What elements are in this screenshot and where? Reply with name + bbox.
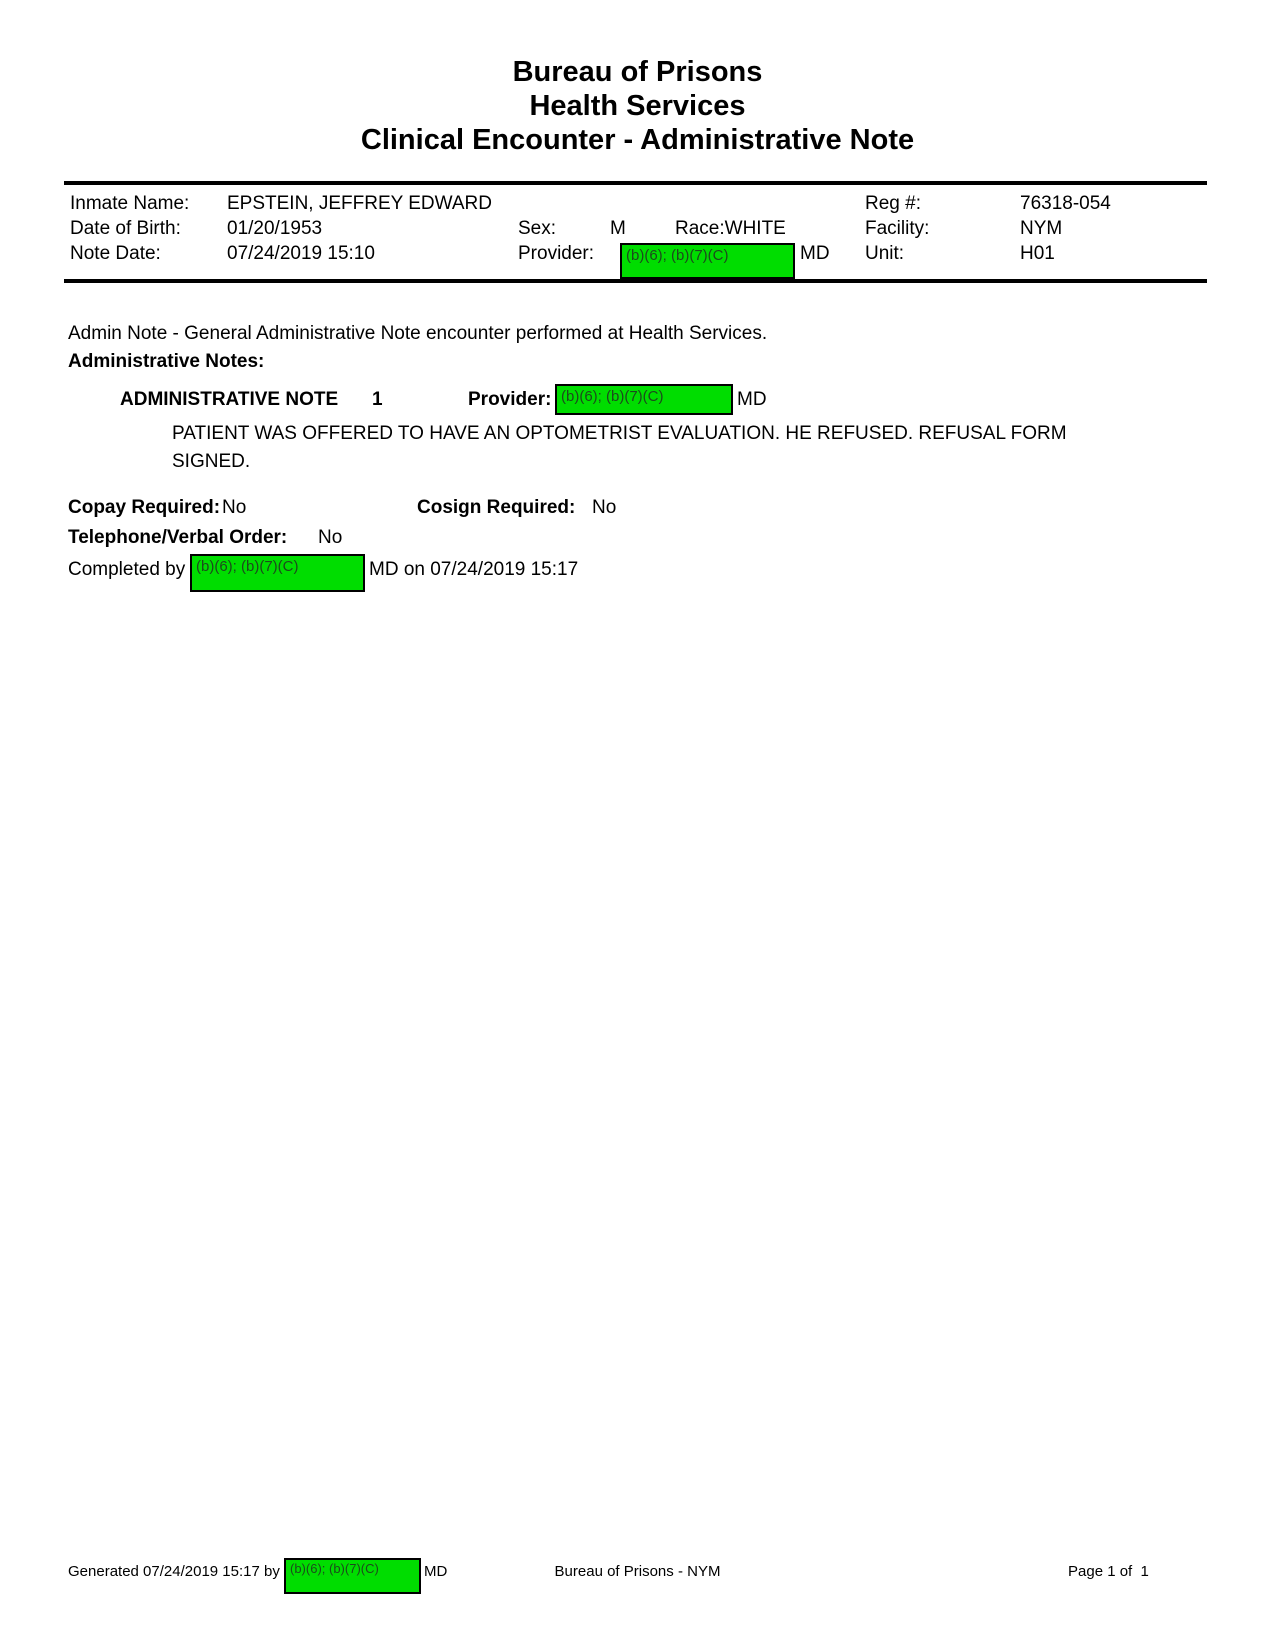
provider-suffix: MD (800, 243, 830, 264)
race-value: WHITE (724, 218, 786, 239)
copay-value: No (222, 497, 247, 518)
note-date-label: Note Date: (70, 243, 161, 264)
sex-label: Sex: (518, 218, 557, 239)
document-title (0, 55, 1275, 157)
title-line-department: Health Services (529, 90, 746, 122)
copay-label: Copay Required: (68, 497, 221, 518)
title-line-agency: Bureau of Prisons (512, 56, 763, 88)
reg-label: Reg #: (865, 193, 921, 214)
telephone-order-value: No (318, 527, 343, 548)
redaction-code-text: (b)(6); (b)(7)(C) (626, 247, 729, 264)
provider-redaction-box (620, 243, 795, 279)
title-line-doctype: Clinical Encounter - Administrative Note (360, 124, 915, 156)
note-body-text: PATIENT WAS OFFERED TO HAVE AN OPTOMETRIST EVALUATION. HE REFUSED. REFUSAL FORM SIGNED. (172, 423, 1067, 472)
reg-value: 76318-054 (1020, 193, 1111, 214)
note-provider-redaction-box (555, 384, 733, 415)
generated-prefix: Generated 07/24/2019 15:17 by (68, 1563, 280, 1580)
dob-value: 01/20/1953 (227, 218, 323, 239)
cosign-value: No (592, 497, 617, 518)
telephone-order-label: Telephone/Verbal Order: (68, 527, 288, 548)
completed-by-label: Completed by (68, 559, 186, 580)
note-provider-suffix: MD (737, 389, 767, 410)
unit-value: H01 (1020, 243, 1055, 264)
unit-label: Unit: (865, 243, 905, 264)
redaction-code-text: (b)(6); (b)(7)(C) (290, 1561, 379, 1576)
admin-note-summary: Admin Note - General Administrative Note encounter performed at Health Services. (68, 323, 768, 344)
completed-by-redaction-box (190, 554, 365, 592)
inmate-name-label: Inmate Name: (70, 193, 190, 214)
inmate-name-value: EPSTEIN, JEFFREY EDWARD (227, 193, 492, 214)
note-number: 1 (372, 389, 383, 410)
note-title: ADMINISTRATIVE NOTE (120, 389, 339, 410)
note-provider-label: Provider: (468, 389, 552, 410)
note-date-value: 07/24/2019 15:10 (227, 243, 375, 264)
race-label: Race: (675, 218, 725, 239)
redaction-code-text: (b)(6); (b)(7)(C) (196, 558, 299, 575)
dob-label: Date of Birth: (70, 218, 181, 239)
facility-value: NYM (1020, 218, 1063, 239)
sex-value: M (610, 218, 626, 239)
completed-by-suffix: MD on 07/24/2019 15:17 (369, 559, 579, 580)
facility-label: Facility: (865, 218, 930, 239)
generated-suffix: MD (424, 1563, 448, 1580)
redaction-code-text: (b)(6); (b)(7)(C) (561, 388, 664, 405)
footer-center-text: Bureau of Prisons - NYM (554, 1563, 721, 1580)
page-number: Page 1 of 1 (1068, 1563, 1149, 1580)
admin-notes-heading: Administrative Notes: (68, 351, 265, 372)
cosign-label: Cosign Required: (417, 497, 576, 518)
patient-header (64, 181, 1207, 283)
provider-label: Provider: (518, 243, 595, 264)
race-pair (675, 217, 786, 241)
